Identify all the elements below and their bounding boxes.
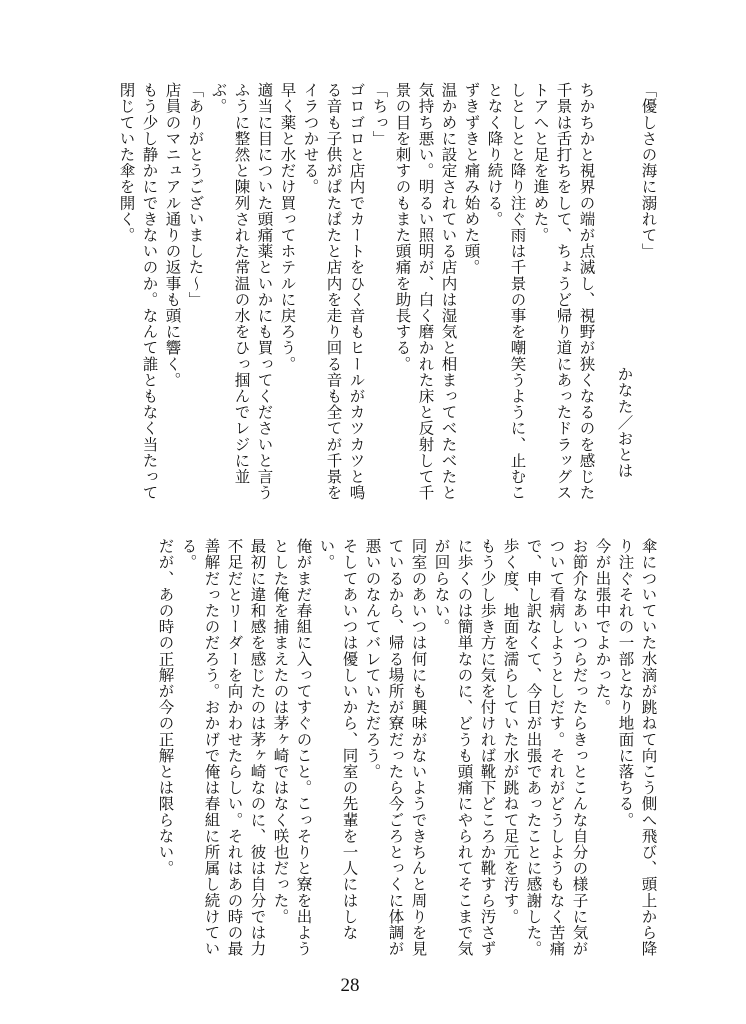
- text-line: 最初に違和感を感じたのは茅ヶ崎なのに、彼は自分では力: [248, 538, 267, 957]
- text-line: ているから、帰る場所が寮だったら今ごろとっくに体調が: [386, 538, 405, 957]
- text-line: り注ぐそれの一部となり地面に落ちる。: [616, 538, 635, 828]
- title: 「優しさの海に溺れて」: [639, 82, 658, 260]
- text-line: ゴロゴロと店内でカートをひく音もヒールがカツカツと鳴: [347, 82, 366, 501]
- text-line: に歩くのは簡単なのに、どうも頭痛にやられてそこまで気: [455, 538, 474, 957]
- text-line: 千景は舌打ちをして、ちょうど帰り道にあったドラッグス: [554, 82, 573, 501]
- text-line: 温かめに設定されている店内は湿気と相まってべたべたと: [439, 82, 458, 501]
- text-line: 俺がまだ春組に入ってすぐのこと。こっそりと寮を出よう: [294, 538, 313, 957]
- text-line: 閉じていた傘を開く。: [117, 82, 136, 243]
- text-line: 適当に目についた頭痛薬といかにも買ってくださいと言う: [255, 82, 274, 501]
- text-line: る音も子供がぱたぱたと店内を走り回る音も全てが千景を: [324, 82, 343, 501]
- author: かなた／おとは: [615, 366, 634, 479]
- text-line: 「ちっ」: [370, 82, 389, 147]
- text-line: もう少し歩き方に気を付ければ靴下どころか靴すら汚さず: [478, 538, 497, 957]
- text-line: ちかちかと視界の端が点滅し、視野が狭くなるのを感じた: [577, 82, 596, 501]
- text-line: だが、あの時の正解が今の正解とは限らない。: [156, 538, 175, 877]
- page-number: 28: [340, 975, 360, 996]
- text-line: 善解だったのだろう。おかげで俺は春組に所属し続けてい: [202, 538, 221, 957]
- text-line: 店員のマニュアル通りの返事も頭に響く。: [163, 82, 182, 388]
- text-line: もう少し静かにできないのか。なんて誰ともなく当たって: [140, 82, 159, 501]
- text-line: い。: [317, 538, 336, 571]
- text-line: しとしとと降り注ぐ雨は千景の事を嘲笑うように、止むこ: [508, 82, 527, 501]
- text-line: 気持ち悪い。明るい照明が、白く磨かれた床と反射して千: [416, 82, 435, 501]
- text-line: 早く薬と水だけ買ってホテルに戻ろう。: [278, 82, 297, 372]
- text-line: 景の目を刺すのもまた頭痛を助長する。: [393, 82, 412, 372]
- text-line: ふうに整然と陳列された常温の水をひっ掴んでレジに並: [232, 82, 251, 485]
- text-line: ぶ。: [209, 82, 228, 115]
- text-line: が回らない。: [432, 538, 451, 635]
- text-line: ずきずきと痛み始めた頭。: [462, 82, 481, 276]
- text-line: 「ありがとうございました～」: [186, 82, 205, 308]
- text-line: 傘についていた水滴が跳ねて向こう側へ飛び、頭上から降: [639, 538, 658, 957]
- text-line: そしてあいつは優しいから、同室の先輩を一人にはしな: [340, 538, 359, 941]
- text-line: となく降り続ける。: [485, 82, 504, 227]
- text-line: る。: [179, 538, 198, 571]
- text-line: とした俺を捕まえたのは茅ヶ崎ではなく咲也だった。: [271, 538, 290, 925]
- text-line: 悪いのなんてバレていただろう。: [363, 538, 382, 780]
- text-line: 不足だとリーダーを向かわせたらしい。それはあの時の最: [225, 538, 244, 957]
- text-line: 同室のあいつは何にも興味がないようできちんと周りを見: [409, 538, 428, 957]
- text-line: お節介なあいつらだったらきっとこんな自分の様子に気が: [570, 538, 589, 957]
- text-line: トアへと足を進めた。: [531, 82, 550, 243]
- text-line: ついて看病しようとしだす。それがどうしようもなく苦痛: [547, 538, 566, 957]
- text-line: で、申し訳なくて、今日が出張であったことに感謝した。: [524, 538, 543, 957]
- text-line: 今が出張中でよかった。: [593, 538, 612, 716]
- text-line: イラつかせる。: [301, 82, 320, 195]
- text-line: 歩く度、地面を濡らしていた水が跳ねて足元を汚す。: [501, 538, 520, 925]
